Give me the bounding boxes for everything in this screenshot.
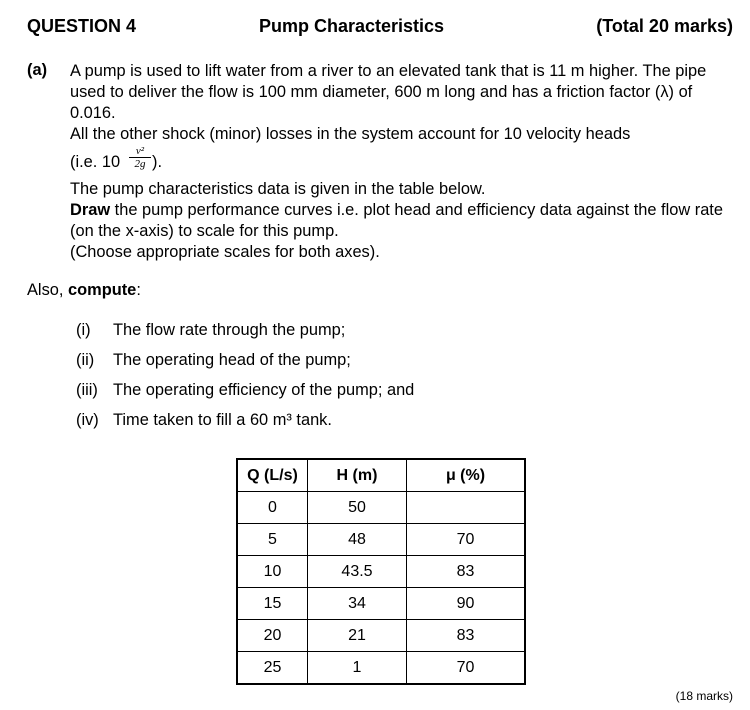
table-cell	[407, 492, 525, 524]
table-cell: 90	[407, 588, 525, 620]
table-cell: 70	[407, 652, 525, 684]
question-number: QUESTION 4	[27, 16, 137, 36]
list-item-number: (i)	[76, 321, 91, 339]
table-cell: 21	[308, 620, 407, 652]
table-cell: 83	[407, 556, 525, 588]
problem-paragraph-3	[70, 179, 738, 263]
formula-denominator: 2g	[134, 158, 146, 170]
table-cell: 43.5	[308, 556, 407, 588]
table-cell: 5	[238, 524, 308, 556]
table-cell: 20	[238, 620, 308, 652]
problem-paragraph-1: A pump is used to lift water from a river to an elevated tank that is 11 m higher. The pipe used to deliver the flow is 100 mm diameter, 600 m long and has a friction factor (λ) of 0.016.	[70, 62, 707, 122]
table-row	[238, 524, 525, 556]
table-cell: 83	[407, 620, 525, 652]
table-row	[238, 620, 525, 652]
list-item-number: (ii)	[76, 351, 95, 369]
problem-paragraph-2: All the other shock (minor) losses in the system account for 10 velocity heads	[70, 125, 631, 143]
list-item-text: The flow rate through the pump;	[113, 321, 346, 339]
column-header-flow: Q (L/s)	[238, 460, 308, 492]
table-cell: 50	[308, 492, 407, 524]
table-row	[238, 588, 525, 620]
total-marks: (Total 20 marks)	[596, 16, 733, 36]
table-cell: 25	[238, 652, 308, 684]
list-item-number: (iv)	[76, 411, 99, 429]
column-header-head: H (m)	[308, 460, 407, 492]
table-cell: 48	[308, 524, 407, 556]
formula-prefix: (i.e. 10	[70, 153, 121, 171]
table-row	[238, 556, 525, 588]
also-prefix: Also,	[27, 281, 68, 299]
list-item-text: The operating head of the pump;	[113, 351, 351, 369]
pump-characteristics-table	[237, 459, 525, 684]
table-cell: 15	[238, 588, 308, 620]
list-item-text: The operating efficiency of the pump; and	[113, 381, 415, 399]
table-cell: 34	[308, 588, 407, 620]
column-header-efficiency: μ (%)	[407, 460, 525, 492]
table-row	[238, 652, 525, 684]
table-intro: The pump characteristics data is given in the table below.	[70, 180, 486, 198]
formula-numerator: v²	[129, 145, 151, 158]
list-item-text: Time taken to fill a 60 m³ tank.	[113, 411, 332, 429]
also-compute	[27, 281, 141, 300]
formula-fraction	[129, 145, 151, 170]
question-topic: Pump Characteristics	[259, 16, 445, 36]
table-cell: 70	[407, 524, 525, 556]
part-marks: (18 marks)	[675, 689, 733, 703]
compute-keyword: compute	[68, 281, 137, 299]
draw-instruction	[70, 200, 738, 242]
table-header-row	[238, 460, 525, 492]
draw-instruction-text: the pump performance curves i.e. plot head and efficiency data against the flow rate (on the x-axis) to scale for this pump.	[70, 201, 723, 240]
scale-note: (Choose appropriate scales for both axes).	[70, 243, 380, 261]
draw-keyword: Draw	[70, 201, 111, 219]
table-row	[238, 492, 525, 524]
part-label: (a)	[27, 61, 48, 79]
formula-suffix: ).	[152, 153, 163, 171]
table-cell: 0	[238, 492, 308, 524]
list-item-number: (iii)	[76, 381, 98, 399]
table-cell: 1	[308, 652, 407, 684]
also-suffix: :	[136, 281, 141, 299]
table-cell: 10	[238, 556, 308, 588]
